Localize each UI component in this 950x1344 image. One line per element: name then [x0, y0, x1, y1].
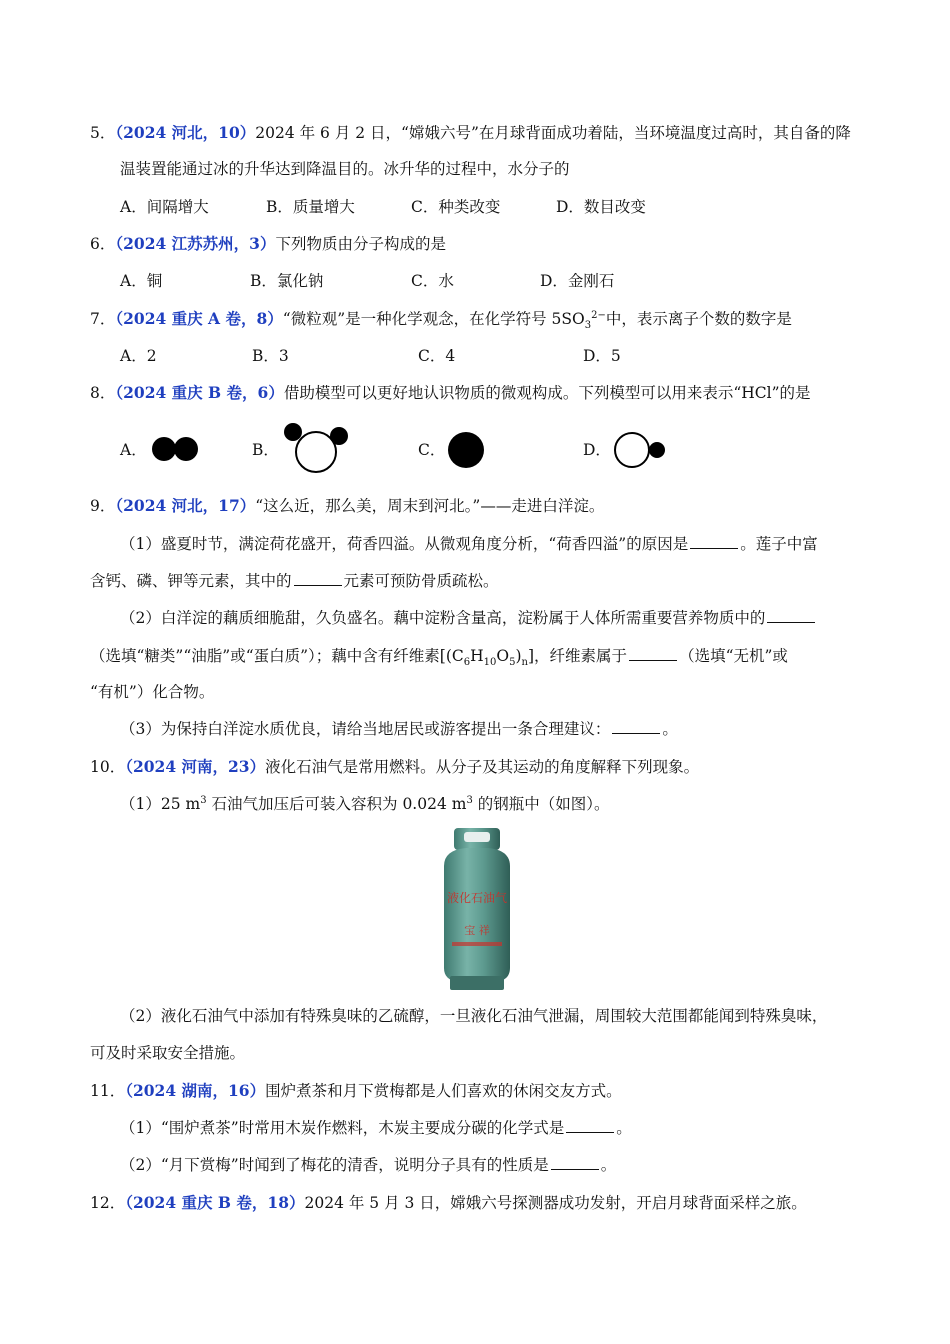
q12-number: 12． — [90, 1194, 126, 1212]
q9-source: （2024 河北，17） — [115, 496, 256, 515]
q11-p1b: 。 — [616, 1119, 632, 1137]
q10-p1a: （1）25 m — [120, 795, 201, 813]
q10-source: （2024 河南，23） — [125, 757, 266, 776]
q11-p2a: （2）“月下赏梅”时闻到了梅花的清香，说明分子具有的性质是 — [120, 1156, 549, 1174]
q9-blank-3[interactable] — [767, 608, 815, 623]
q9-part1-line1 — [120, 533, 818, 555]
q11-part1 — [120, 1117, 632, 1139]
q6-text: 下列物质由分子构成的是 — [275, 235, 446, 253]
q9-p2b: （选填“糖类”“油脂”或“蛋白质”）；藕中含有纤维素[(C — [90, 647, 464, 665]
q11-source: （2024 湖南，16） — [125, 1081, 266, 1100]
q9-p1b: 。莲子中富 — [740, 535, 818, 553]
q10-number: 10． — [90, 758, 126, 776]
q8-option-a[interactable]: A． — [120, 441, 147, 459]
q9-part3 — [120, 718, 678, 740]
q10-p2a: （2）液化石油气中添加有特殊臭味的乙硫醇，一旦液化石油气泄漏，周围较大范围都能闻到特殊臭味， — [120, 1007, 828, 1025]
q6-source: （2024 江苏苏州，3） — [115, 234, 276, 253]
q9-p2a: （2）白洋淀的藕质细脆甜，久负盛名。藕中淀粉含量高，淀粉属于人体所需重要营养物质中的 — [120, 609, 766, 627]
q12-line — [90, 1192, 807, 1214]
q9-line — [90, 495, 604, 517]
gas-cylinder-image — [436, 826, 518, 992]
q5-option-c[interactable]: C．种类改变 — [411, 198, 501, 216]
q9-p1d: 元素可预防骨质疏松。 — [343, 572, 499, 590]
q6-line — [90, 233, 446, 255]
q6-option-d[interactable]: D．金刚石 — [540, 272, 615, 290]
q9-p2d: “有机”）化合物。 — [90, 683, 215, 701]
q11-blank-1[interactable] — [566, 1118, 614, 1133]
q11-p2b: 。 — [600, 1156, 617, 1174]
q12-text: 2024 年 5 月 3 日，嫦娥六号探测器成功发射，开启月球背面采样之旅。 — [304, 1194, 807, 1212]
q7-option-b[interactable]: B．3 — [252, 347, 289, 365]
q9-o: O — [496, 647, 510, 665]
q9-p1a: （1）盛夏时节，满淀荷花盛开，荷香四溢。从微观角度分析，“荷香四溢”的原因是 — [120, 535, 689, 553]
q9-p2b-end: ]，纤维素属于 — [528, 647, 628, 665]
q11-blank-2[interactable] — [551, 1155, 599, 1170]
q9-p1c: 含钙、磷、钾等元素，其中的 — [90, 572, 292, 590]
q7-option-c[interactable]: C．4 — [418, 347, 456, 365]
q7-text-a: “微粒观”是一种化学观念，在化学符号 5SO — [282, 310, 585, 328]
q11-part2 — [120, 1154, 616, 1176]
q11-line — [90, 1080, 622, 1102]
q8-option-b[interactable]: B． — [252, 441, 279, 459]
q5-text2: 温装置能通过冰的升华达到降温目的。冰升华的过程中，水分子的 — [120, 160, 570, 178]
q9-sub2: 10 — [483, 657, 497, 669]
q8-model-b-icon — [280, 420, 352, 476]
q6-option-b[interactable]: B．氯化钠 — [250, 272, 324, 290]
q9-blank-1[interactable] — [690, 534, 738, 549]
q6-option-a[interactable]: A．铜 — [120, 272, 163, 290]
q6-option-c[interactable]: C．水 — [411, 272, 454, 290]
q10-text: 液化石油气是常用燃料。从分子及其运动的角度解释下列现象。 — [265, 758, 700, 776]
q5-option-d[interactable]: D．数目改变 — [556, 198, 646, 216]
q8-line — [90, 382, 811, 404]
tank-brand: 宝 祥 — [464, 924, 490, 937]
q10-line — [90, 756, 699, 778]
q10-sup2: 3 — [466, 794, 473, 806]
q10-p2b: 可及时采取安全措施。 — [90, 1044, 246, 1062]
q10-part1 — [120, 793, 610, 815]
q9-sub4: n — [521, 657, 528, 669]
q7-source: （2024 重庆 A 卷，8） — [115, 309, 283, 328]
q7-line — [90, 308, 792, 330]
q5-number: 5． — [90, 124, 116, 142]
q8-option-c[interactable]: C． — [418, 441, 446, 459]
q8-number: 8． — [90, 384, 116, 402]
q9-sub3: 5 — [509, 657, 516, 669]
q9-h: H — [470, 647, 484, 665]
q9-blank-4[interactable] — [629, 646, 677, 661]
q9-blank-5[interactable] — [612, 719, 660, 734]
q5-option-b[interactable]: B．质量增大 — [266, 198, 355, 216]
q5-option-a[interactable]: A．间隔增大 — [120, 198, 209, 216]
q8-option-d[interactable]: D． — [583, 441, 611, 459]
q8-text: 借助模型可以更好地认识物质的微观构成。下列模型可以用来表示“HCl”的是 — [283, 384, 811, 402]
q11-number: 11． — [90, 1082, 126, 1100]
q8-model-d-icon — [612, 430, 668, 470]
q8-source: （2024 重庆 B 卷，6） — [115, 383, 284, 402]
q10-p1c: 的钢瓶中（如图）。 — [472, 795, 610, 813]
q5-text1: 2024 年 6 月 2 日，“嫦娥六号”在月球背面成功着陆，当环境温度过高时，其自备的降 — [255, 124, 851, 142]
q11-text: 围炉煮茶和月下赏梅都是人们喜欢的休闲交友方式。 — [265, 1082, 622, 1100]
q7-sup: 2− — [591, 309, 606, 321]
q7-option-a[interactable]: A．2 — [120, 347, 157, 365]
q7-text-b: 中，表示离子个数的数字是 — [605, 310, 792, 328]
q9-part1-line2 — [90, 570, 499, 592]
q9-number: 9． — [90, 497, 116, 515]
q7-sub: 3 — [584, 320, 592, 332]
q8-model-c-icon — [446, 430, 486, 470]
q7-number: 7． — [90, 310, 116, 328]
tank-label: 液化石油气 — [446, 891, 508, 905]
q9-sub1: 6 — [463, 657, 471, 669]
q9-p3a: （3）为保持白洋淀水质优良，请给当地居民或游客提出一条合理建议： — [120, 720, 611, 738]
q9-text: “这么近，那么美，周末到河北。”——走进白洋淀。 — [255, 497, 605, 515]
q7-option-d[interactable]: D．5 — [583, 347, 621, 365]
q9-p3b: 。 — [662, 720, 678, 738]
q10-sup1: 3 — [200, 794, 207, 806]
q8-model-a-icon — [150, 434, 202, 464]
q5-line1 — [90, 122, 851, 144]
q9-blank-2[interactable] — [294, 571, 342, 586]
q12-source: （2024 重庆 B 卷，18） — [125, 1193, 305, 1212]
q6-number: 6． — [90, 235, 116, 253]
q9-p2c: （选填“无机”或 — [679, 647, 788, 665]
q9-close: ) — [515, 647, 522, 665]
q5-source: （2024 河北，10） — [115, 123, 256, 142]
q11-p1a: （1）“围炉煮茶”时常用木炭作燃料，木炭主要成分碳的化学式是 — [120, 1119, 565, 1137]
q10-p1b: 石油气加压后可装入容积为 0.024 m — [206, 795, 467, 813]
q9-part2-line2 — [90, 645, 788, 667]
q9-part2-line1 — [120, 607, 817, 629]
